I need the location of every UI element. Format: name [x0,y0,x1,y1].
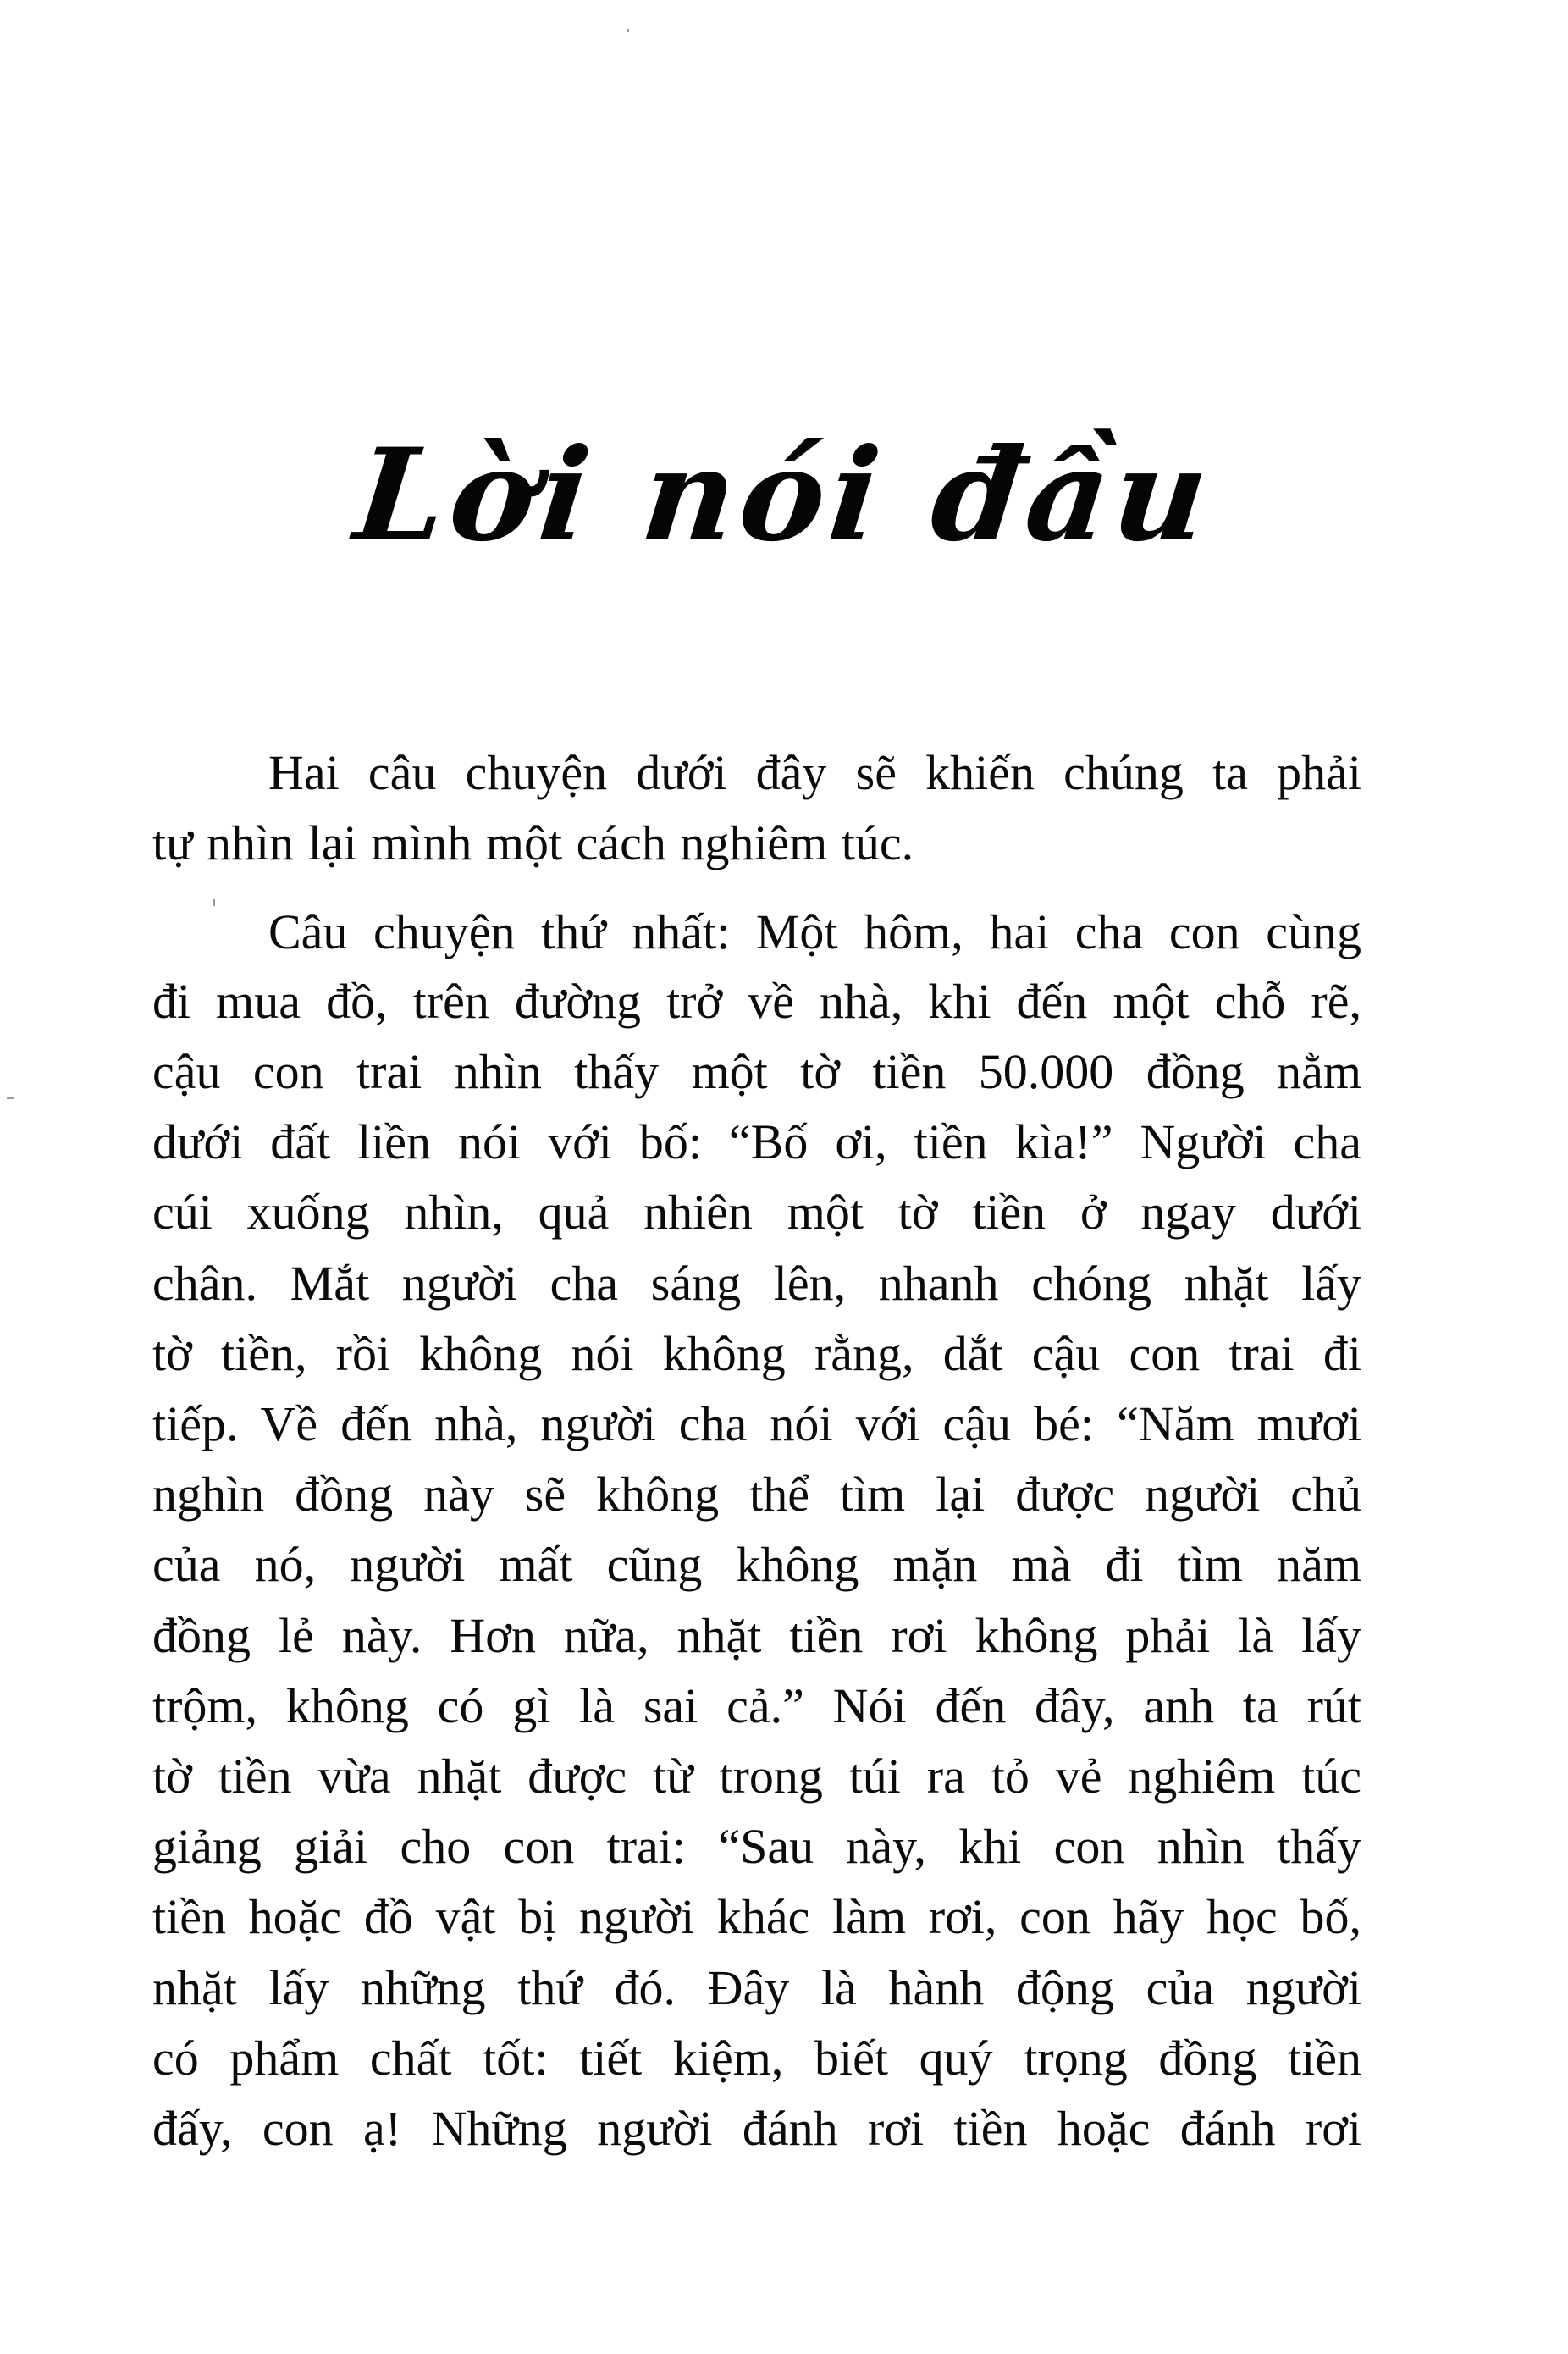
text-line: đồng lẻ này. Hơn nữa, nhặt tiền rơi không phải là lấy [152,1608,1361,1663]
scan-speck [627,29,629,32]
text-line: tiền hoặc đồ vật bị người khác làm rơi, con hãy học bố, [152,1889,1361,1944]
text-line: Hai câu chuyện dưới đây sẽ khiến chúng ta phải [268,745,1361,800]
text-line: giảng giải cho con trai: “Sau này, khi con nhìn thấy [152,1819,1361,1874]
scan-speck [7,1097,14,1099]
text-line: chân. Mắt người cha sáng lên, nhanh chóng nhặt lấy [152,1256,1361,1311]
text-line: nhặt lấy những thứ đó. Đây là hành động của người [152,1960,1361,2015]
text-line: dưới đất liền nói với bố: “Bố ơi, tiền kìa!” Người cha [152,1114,1361,1169]
text-line: cúi xuống nhìn, quả nhiên một tờ tiền ở ngay dưới [152,1185,1361,1240]
text-line: của nó, người mất cũng không mặn mà đi tìm năm [152,1537,1361,1592]
text-line: cậu con trai nhìn thấy một tờ tiền 50.000 đồng nằm [152,1044,1361,1099]
text-line: tờ tiền, rồi không nói không rằng, dắt cậu con trai đi [152,1326,1361,1381]
text-line: tự nhìn lại mình một cách nghiêm túc. [152,815,914,870]
text-line: đấy, con ạ! Những người đánh rơi tiền hoặc đánh rơi [152,2101,1361,2156]
text-line: trộm, không có gì là sai cả.” Nói đến đây, anh ta rút [152,1678,1361,1733]
text-line: đi mua đồ, trên đường trở về nhà, khi đến một chỗ rẽ, [152,974,1361,1029]
text-line: nghìn đồng này sẽ không thể tìm lại được người chủ [152,1467,1361,1522]
text-line: tiếp. Về đến nhà, người cha nói với cậu bé: “Năm mươi [152,1396,1361,1451]
chapter-title: Lời nói đầu [348,421,1220,570]
text-line: Câu chuyện thứ nhất: Một hôm, hai cha con cùng [268,904,1361,959]
text-line: có phẩm chất tốt: tiết kiệm, biết quý trọng đồng tiền [152,2031,1361,2086]
text-line: tờ tiền vừa nhặt được từ trong túi ra tỏ vẻ nghiêm túc [152,1749,1361,1804]
scan-speck [213,899,215,906]
